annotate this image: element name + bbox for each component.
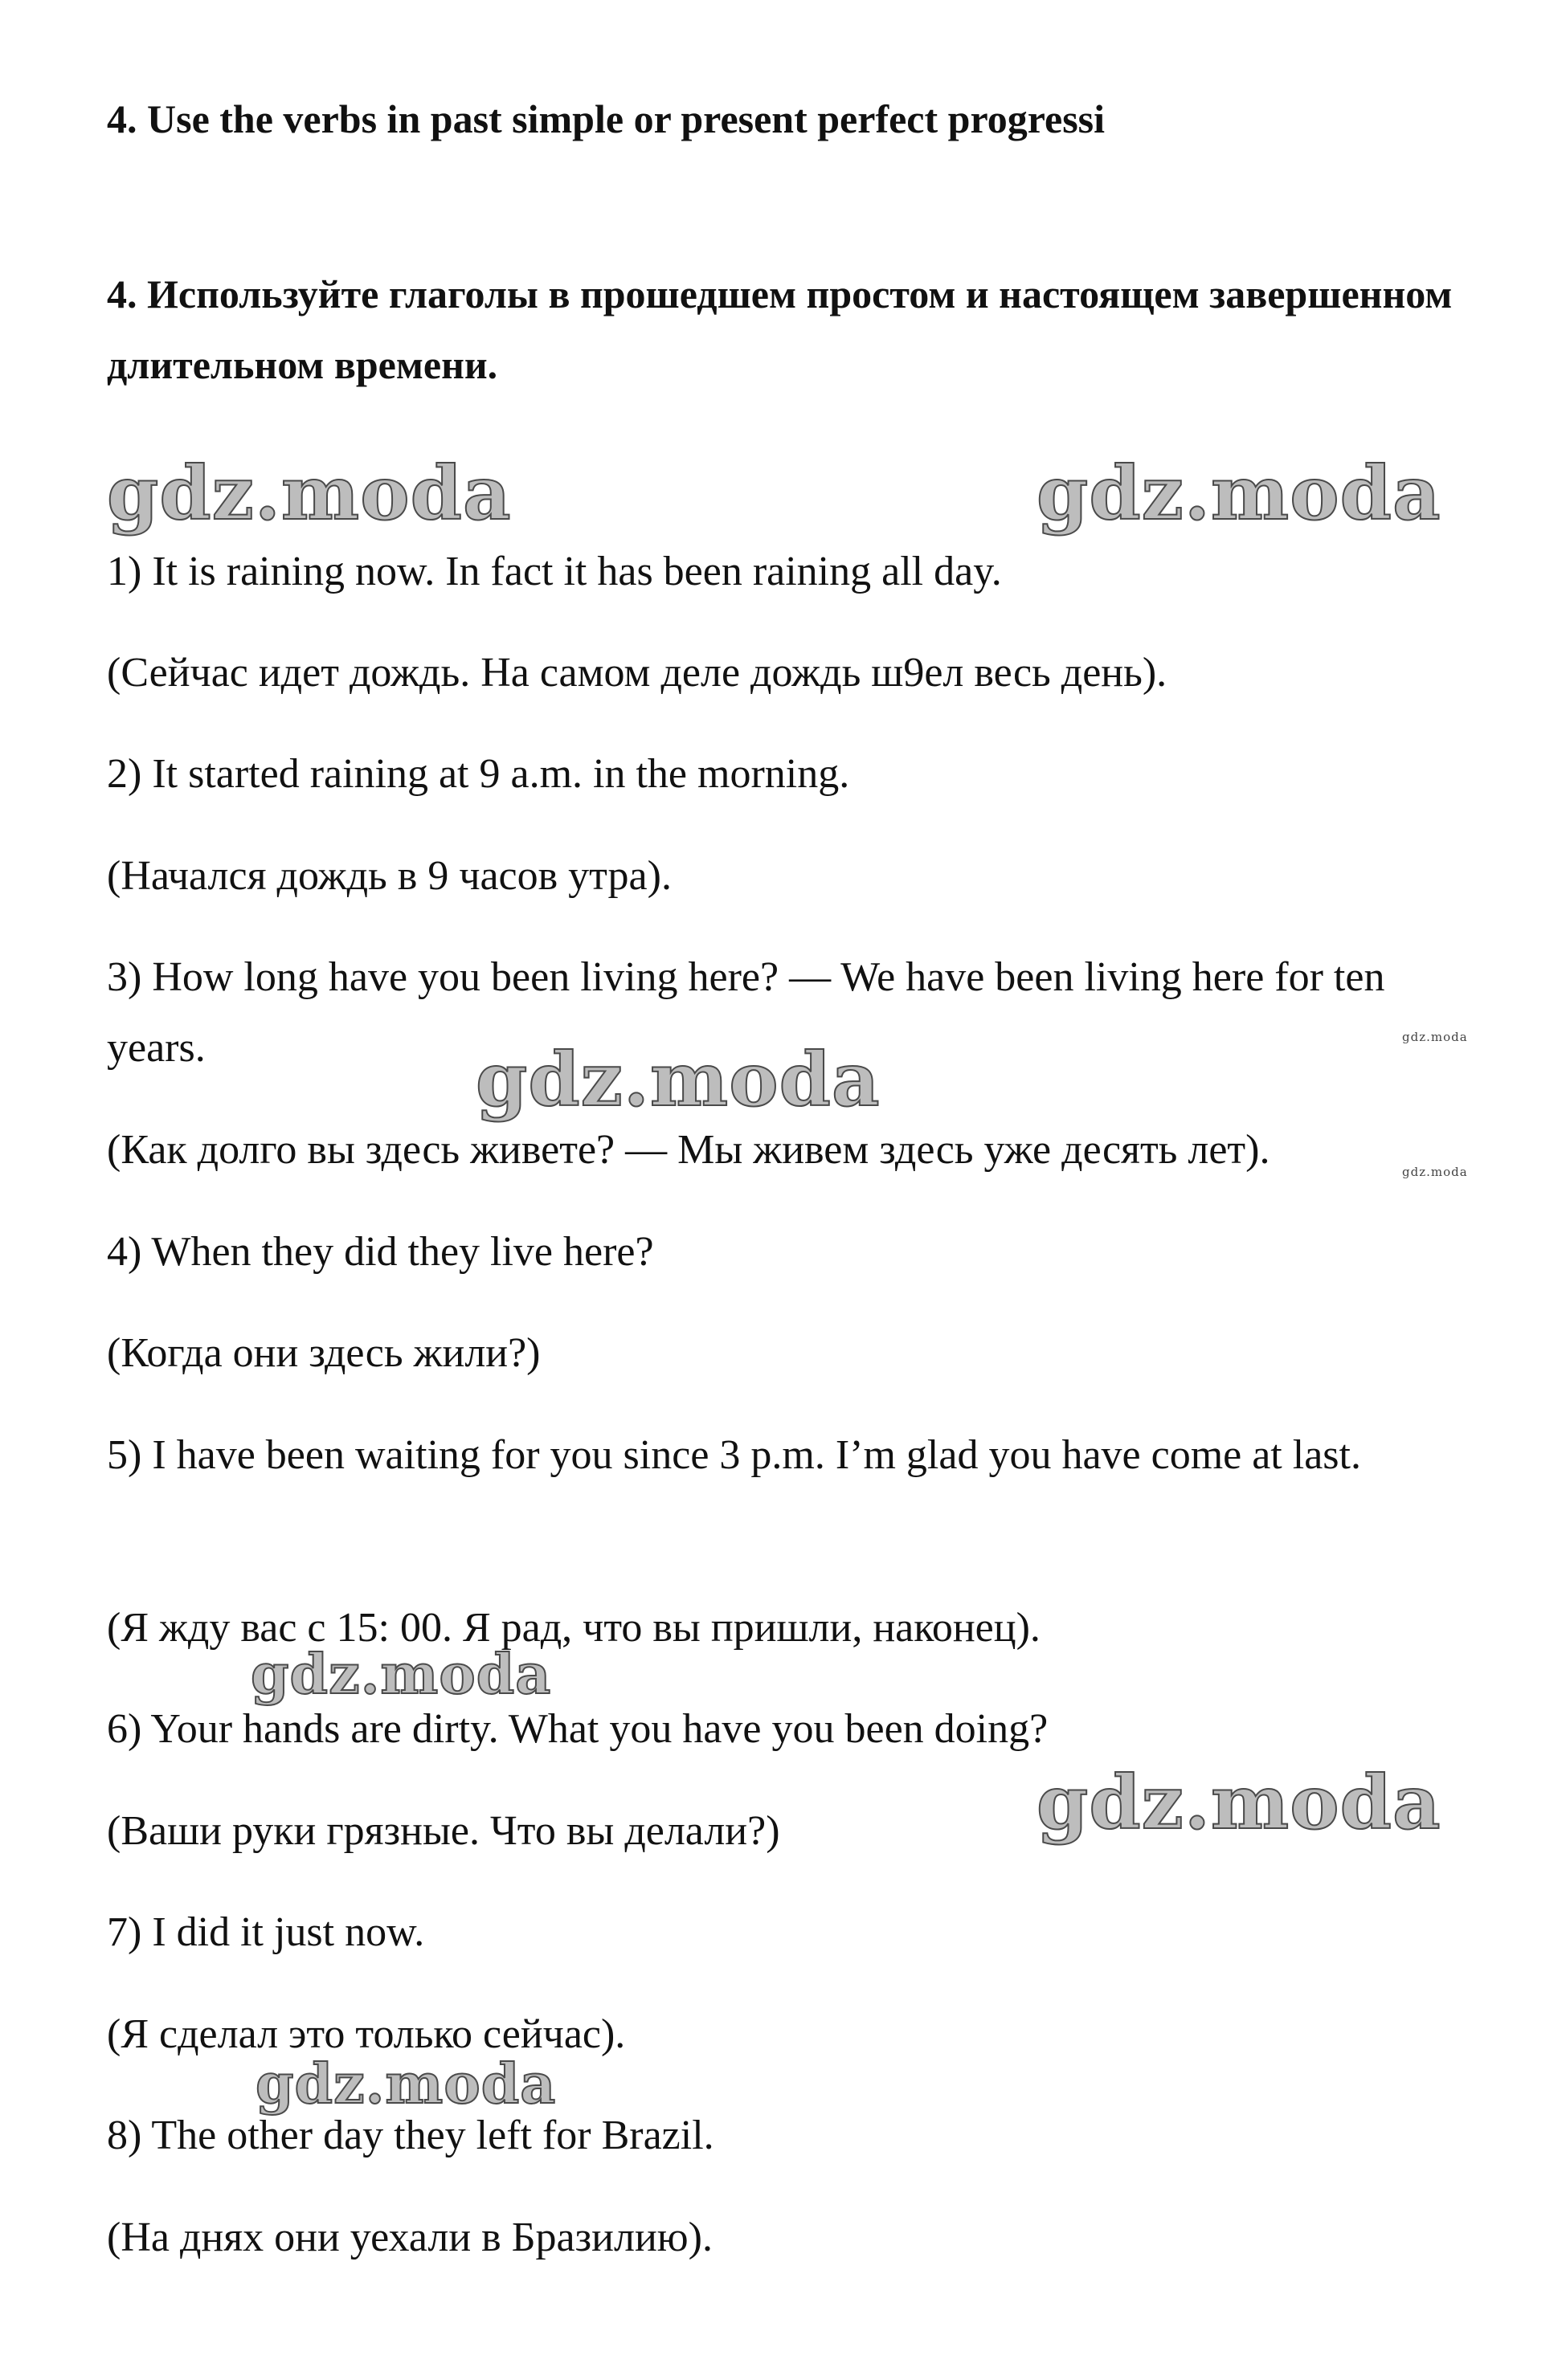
answer-line-5-ru: (Я жду вас с 15: 00. Я рад, что вы пришли, наконец).	[107, 1605, 1041, 1651]
heading-russian: 4. Используйте глаголы в прошедшем простом и настоящем завершенном длительном времени.	[107, 271, 1453, 387]
answer-line-7-ru: (Я сделал это только сейчас).	[107, 2011, 626, 2057]
answer-line-2-en: 2) It started raining at 9 a.m. in the morning.	[107, 751, 850, 797]
answer-line-5-en: 5) I have been waiting for you since 3 p.m. I’m glad you have come at last.	[107, 1432, 1361, 1478]
watermark-logo: gdz.moda	[1402, 1030, 1468, 1044]
answer-line-4-ru: (Когда они здесь жили?)	[107, 1330, 541, 1376]
answer-line-4-en: 4) When they did they live here?	[107, 1229, 654, 1275]
answer-line-8-ru: (На днях они уехали в Бразилию).	[107, 2215, 713, 2260]
heading-english: 4. Use the verbs in past simple or present perfect progressi	[107, 96, 1106, 141]
answer-line-6-en: 6) Your hands are dirty. What you have you been doing?	[107, 1706, 1049, 1752]
answer-line-3-en: 3) How long have you been living here? — We have been living here for ten years.	[107, 954, 1385, 1071]
answer-line-1-ru: (Сейчас идет дождь. На самом деле дождь ш9ел весь день).	[107, 650, 1167, 696]
watermark-logo: gdz.moda	[107, 450, 512, 537]
watermark-logo: gdz.moda	[1037, 450, 1441, 537]
answer-line-7-en: 7) I did it just now.	[107, 1909, 425, 1955]
watermark-logo: gdz.moda	[1037, 1759, 1441, 1846]
answer-line-2-ru: (Начался дождь в 9 часов утра).	[107, 853, 672, 899]
answer-line-1-en: 1) It is raining now. In fact it has been raining all day.	[107, 549, 1002, 594]
watermark-logo: gdz.moda	[251, 1643, 552, 1707]
answer-line-3-ru: (Как долго вы здесь живете? — Мы живем здесь уже десять лет).	[107, 1127, 1270, 1173]
watermark-logo: gdz.moda	[1402, 1165, 1468, 1179]
answer-line-6-ru: (Ваши руки грязные. Что вы делали?)	[107, 1808, 780, 1854]
answer-line-8-en: 8) The other day they left for Brazil.	[107, 2113, 714, 2158]
watermark-logo: gdz.moda	[256, 2052, 557, 2117]
watermark-logo: gdz.moda	[476, 1036, 881, 1123]
